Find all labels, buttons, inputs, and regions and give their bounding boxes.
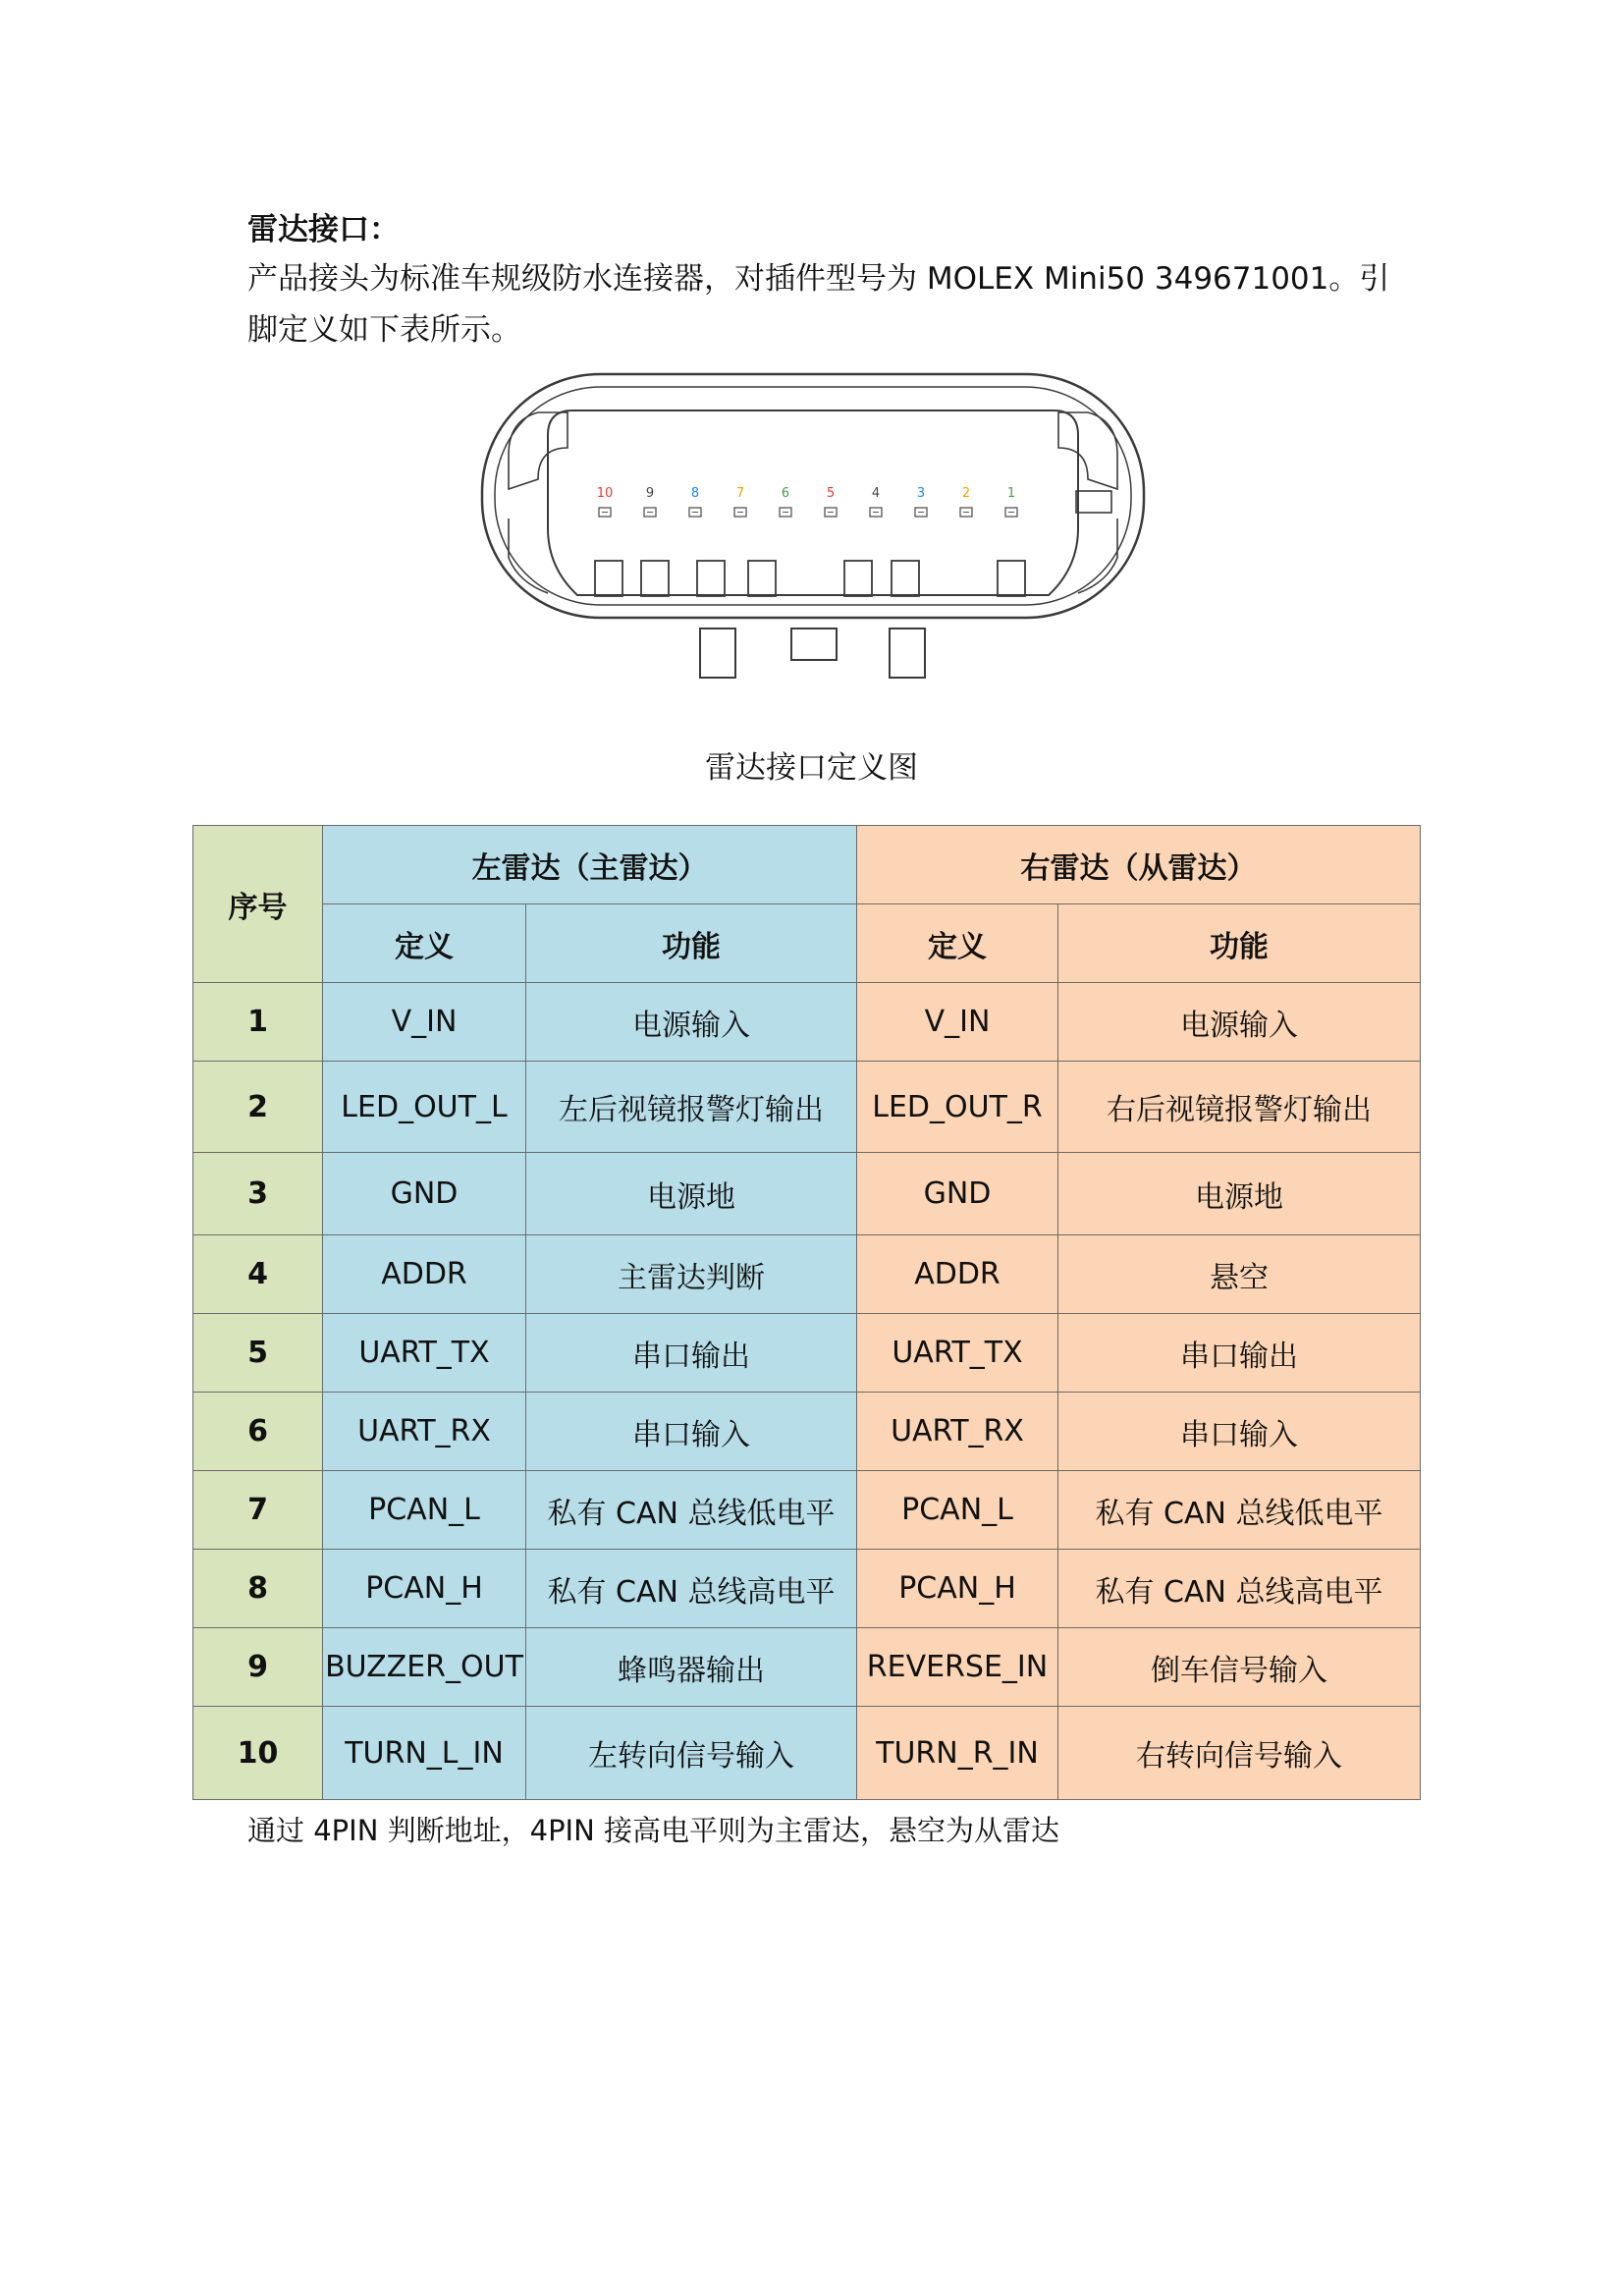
left-function-cell: 私有 CAN 总线低电平	[526, 1471, 857, 1550]
pin-label: 6	[781, 486, 790, 501]
right-definition-cell: ADDR	[857, 1235, 1058, 1314]
left-def-header: 定义	[323, 904, 526, 983]
table-row	[193, 1235, 1421, 1314]
left-definition-cell: GND	[323, 1153, 526, 1235]
right-definition-cell: PCAN_H	[857, 1550, 1058, 1628]
table-row	[193, 1628, 1421, 1707]
intro-paragraph: 产品接头为标准车规级防水连接器，对插件型号为 MOLEX Mini50 349671001。引脚定义如下表所示。	[247, 261, 1390, 348]
row-index: 6	[193, 1393, 323, 1471]
pin-definition-table	[192, 825, 1421, 1800]
right-function-cell: 右转向信号输入	[1058, 1707, 1421, 1800]
row-index: 8	[193, 1550, 323, 1628]
right-definition-cell: REVERSE_IN	[857, 1628, 1058, 1707]
right-function-cell: 私有 CAN 总线高电平	[1058, 1550, 1421, 1628]
pin-label: 8	[690, 486, 700, 501]
row-index: 10	[193, 1707, 323, 1800]
pin-label: 7	[735, 486, 745, 501]
left-radar-header: 左雷达（主雷达）	[323, 826, 857, 904]
table-row	[193, 1550, 1421, 1628]
right-function-cell: 悬空	[1058, 1235, 1421, 1314]
pin-label: 2	[961, 486, 971, 501]
left-definition-cell: ADDR	[323, 1235, 526, 1314]
table-row	[193, 983, 1421, 1062]
table-row	[193, 1062, 1421, 1153]
row-index: 2	[193, 1062, 323, 1153]
table-row	[193, 1314, 1421, 1393]
right-function-cell: 电源输入	[1058, 983, 1421, 1062]
table-row	[193, 1471, 1421, 1550]
right-definition-cell: PCAN_L	[857, 1471, 1058, 1550]
right-function-cell: 右后视镜报警灯输出	[1058, 1062, 1421, 1153]
left-definition-cell: UART_RX	[323, 1393, 526, 1471]
left-definition-cell: LED_OUT_L	[323, 1062, 526, 1153]
right-function-cell: 串口输出	[1058, 1314, 1421, 1393]
right-definition-cell: V_IN	[857, 983, 1058, 1062]
pin-label: 10	[596, 486, 614, 501]
left-definition-cell: PCAN_L	[323, 1471, 526, 1550]
left-function-cell: 主雷达判断	[526, 1235, 857, 1314]
right-function-cell: 私有 CAN 总线低电平	[1058, 1471, 1421, 1550]
table-row	[193, 1393, 1421, 1471]
row-index: 5	[193, 1314, 323, 1393]
right-definition-cell: TURN_R_IN	[857, 1707, 1058, 1800]
right-definition-cell: UART_RX	[857, 1393, 1058, 1471]
pin-group	[597, 486, 1017, 517]
left-function-cell: 电源地	[526, 1153, 857, 1235]
right-definition-cell: GND	[857, 1153, 1058, 1235]
table-row	[193, 1153, 1421, 1235]
row-index: 3	[193, 1153, 323, 1235]
left-function-cell: 私有 CAN 总线高电平	[526, 1550, 857, 1628]
pin-label: 4	[871, 486, 881, 501]
left-function-cell: 左转向信号输入	[526, 1707, 857, 1800]
left-function-cell: 左后视镜报警灯输出	[526, 1062, 857, 1153]
right-func-header: 功能	[1058, 904, 1421, 983]
table-header-row-2	[193, 904, 1421, 983]
right-function-cell: 倒车信号输入	[1058, 1628, 1421, 1707]
row-index: 4	[193, 1235, 323, 1314]
left-function-cell: 蜂鸣器输出	[526, 1628, 857, 1707]
pin-label: 3	[916, 486, 926, 501]
left-definition-cell: V_IN	[323, 983, 526, 1062]
left-definition-cell: PCAN_H	[323, 1550, 526, 1628]
diagram-caption: 雷达接口定义图	[705, 750, 918, 786]
pin-label: 5	[826, 486, 836, 501]
left-function-cell: 电源输入	[526, 983, 857, 1062]
row-index: 9	[193, 1628, 323, 1707]
section-heading: 雷达接口：	[247, 212, 400, 247]
right-definition-cell: UART_TX	[857, 1314, 1058, 1393]
right-def-header: 定义	[857, 904, 1058, 983]
left-function-cell: 串口输入	[526, 1393, 857, 1471]
address-note: 通过 4PIN 判断地址，4PIN 接高电平则为主雷达，悬空为从雷达	[247, 1814, 1060, 1847]
left-definition-cell: UART_TX	[323, 1314, 526, 1393]
connector-outline	[482, 374, 1144, 678]
pin-label: 9	[645, 486, 655, 501]
row-index: 7	[193, 1471, 323, 1550]
right-radar-header: 右雷达（从雷达）	[857, 826, 1421, 904]
left-func-header: 功能	[526, 904, 857, 983]
table-header-row-1	[193, 826, 1421, 904]
left-function-cell: 串口输出	[526, 1314, 857, 1393]
right-definition-cell: LED_OUT_R	[857, 1062, 1058, 1153]
table-row	[193, 1707, 1421, 1800]
pin-label: 1	[1006, 486, 1016, 501]
connector-diagram	[479, 371, 1147, 685]
left-definition-cell: BUZZER_OUT	[323, 1628, 526, 1707]
left-definition-cell: TURN_L_IN	[323, 1707, 526, 1800]
row-index: 1	[193, 983, 323, 1062]
index-header: 序号	[193, 826, 323, 983]
right-function-cell: 串口输入	[1058, 1393, 1421, 1471]
right-function-cell: 电源地	[1058, 1153, 1421, 1235]
